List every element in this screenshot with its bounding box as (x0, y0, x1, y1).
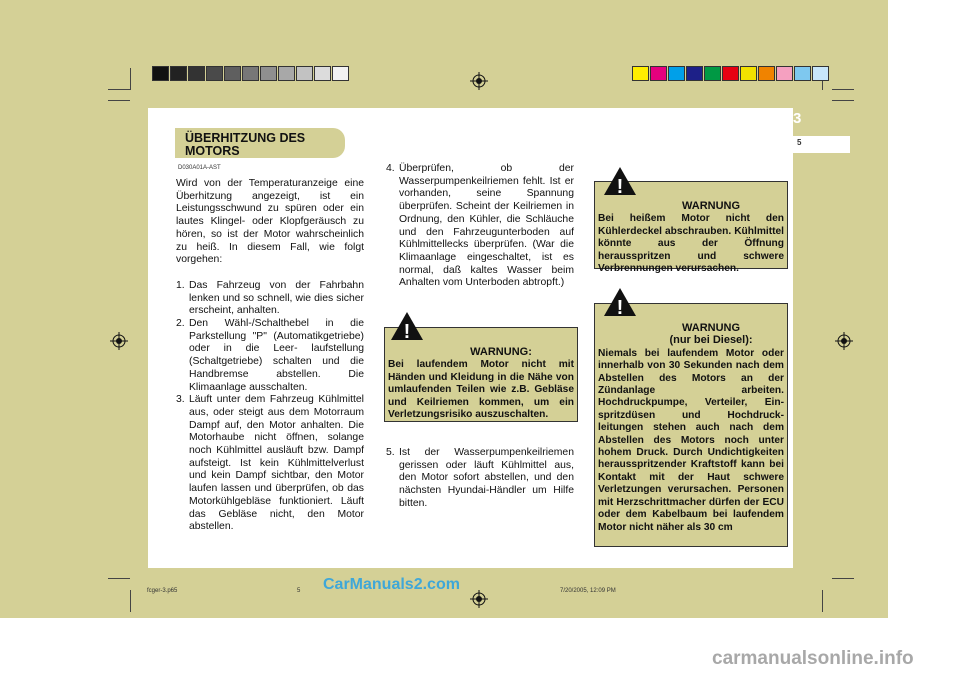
color-swatch (224, 66, 241, 81)
svg-text:!: ! (616, 176, 624, 196)
color-swatch (170, 66, 187, 81)
list-item (176, 394, 364, 534)
list-number: 3. (176, 394, 185, 406)
footer-filename: fcger-3.p65 (147, 588, 178, 594)
registration-mark-icon (110, 332, 128, 350)
list-text: Läuft unter dem Fahrzeug Kühlmittel aus, oder steigt aus dem Motorraum Dampf auf, den Motor anhalten. Die Motorhaube nicht öffnen, solange noch Kühlmittel ausläuft bzw. Dampf aufsteigt. Ist kein Kühlmittelverlust und kein Dampf sichtbar, den Motor laufen lassen und überprüfen, ob das Motorkühlgebläse funktioniert. Läuft das Gebläse nicht, den Motor abstellen. (189, 394, 364, 533)
color-swatch (794, 66, 811, 81)
color-swatch (650, 66, 667, 81)
color-swatch (668, 66, 685, 81)
section-code: D030A01A-AST (178, 165, 221, 171)
warning-text: Bei laufendem Motor nicht mit Händen und Kleidung in die Nähe von umlaufenden Teilen wie z.B. Gebläse und Keilriemen kommen, um ein Verletzungsrisiko auszuschalten. (388, 359, 574, 421)
warning-title: WARNUNG: (470, 346, 532, 358)
registration-mark-icon (470, 590, 488, 608)
color-swatch (260, 66, 277, 81)
list-number: 5. (386, 447, 395, 458)
color-swatch (776, 66, 793, 81)
grayscale-color-bar (152, 66, 350, 81)
chapter-label: IM NOTFALL (730, 113, 780, 122)
process-color-bar (632, 66, 830, 81)
watermark-link[interactable]: carmanualsonline.info (712, 648, 914, 669)
color-swatch (722, 66, 739, 81)
page-number-tab (780, 136, 850, 153)
warning-box-moving-parts (384, 327, 578, 422)
registration-mark-icon (835, 332, 853, 350)
column-2 (386, 163, 574, 290)
color-swatch (278, 66, 295, 81)
footer-page: 5 (297, 588, 301, 594)
color-swatch (332, 66, 349, 81)
warning-text: Bei heißem Motor nicht den Kühlerdeckel abschrauben. Kühlmittel könnte aus der Öffnung herausspritzen und schwere Verbrennungen verursachen. (598, 213, 784, 275)
color-swatch (188, 66, 205, 81)
warning-text: Niemals bei laufendem Motor oder innerhalb von 30 Sekunden nach dem Abstellen des Motors an der Zündanlage arbeiten. Hochdruckpumpe, Verteiler, Ein- spritzdüsen und Hochdruck- leitungen stehen auch nach dem Abstellen des Motors noch unter hohem Druck. Durch Undichtigkeiten herausspritzender Kraftstoff kann bei Kontakt mit der Haut schwere Verletzungen verursachen. Personen mit Herzschrittmacher dürfen der ECU oder dem Kabelbaum bei laufendem Motor nicht näher als 30 cm (598, 347, 784, 533)
color-swatch (296, 66, 313, 81)
intro-paragraph: Wird von der Temperaturanzeige eine Überhitzung angezeigt, ist ein Leistungsschwund zu spüren oder ein lautes Klingel- oder Klopfgeräusch zu hören, so ist der Motor wahrscheinlich zu heiß. In diesem Fall, wie folgt vorgehen: (176, 178, 364, 266)
warning-exclamation-icon (390, 311, 424, 341)
list-item (386, 163, 574, 290)
page-number: 5 (797, 138, 802, 147)
color-swatch (740, 66, 757, 81)
color-swatch (314, 66, 331, 81)
list-item (176, 280, 364, 318)
list-item (386, 447, 574, 511)
list-text: Überprüfen, ob der Wasserpumpenkeilriemen fehlt. Ist er vorhanden, seine Spannung überprüfen. Scheint der Keilriemen in Ordnung, den Kühler, die Schläuche und den Fahrzeugunterboden auf Kühlmittellecks überprüfen. (War die Klimaanlage eingeschaltet, ist es normal, daß kaltes Wasser beim Anhalten vom Unterboden abtropft.) (399, 163, 574, 289)
registration-mark-icon (470, 72, 488, 90)
warning-box-diesel (594, 303, 788, 547)
color-swatch (686, 66, 703, 81)
list-item (176, 318, 364, 394)
chapter-number: 3 (793, 110, 802, 127)
column-1 (176, 178, 364, 534)
column-2-lower (386, 447, 574, 511)
color-swatch (758, 66, 775, 81)
svg-text:!: ! (616, 297, 624, 317)
warning-exclamation-icon (603, 287, 637, 317)
color-swatch (242, 66, 259, 81)
footer-date: 7/20/2005, 12:09 PM (560, 588, 616, 594)
list-number: 4. (386, 163, 395, 174)
svg-text:!: ! (403, 321, 411, 341)
watermark-link[interactable]: CarManuals2.com (323, 576, 460, 593)
color-swatch (632, 66, 649, 81)
color-swatch (152, 66, 169, 81)
warning-subtitle: (nur bei Diesel): (669, 334, 753, 347)
warning-title: WARNUNG (681, 200, 741, 212)
list-text: Ist der Wasserpumpenkeilriemen gerissen oder läuft Kühlmittel aus, den Motor sofort abstellen, und den nächsten Hyundai-Händler um Hilfe bitten. (399, 447, 574, 509)
warning-title: WARNUNG (681, 322, 741, 334)
list-text: Den Wähl-/Schalthebel in die Parkstellung "P" (Automatikgetriebe) oder in die Leer- laufstellung (Schaltgetriebe) schalten und die Handbremse abstellen. Die Klimaanlage ausschalten. (189, 318, 364, 393)
list-number: 1. (176, 279, 185, 291)
section-title: ÜBERHITZUNG DES MOTORS (185, 131, 306, 158)
color-swatch (206, 66, 223, 81)
color-swatch (812, 66, 829, 81)
warning-exclamation-icon (603, 166, 637, 196)
color-swatch (704, 66, 721, 81)
list-text: Das Fahrzeug von der Fahrbahn lenken und so schnell, wie dies sicher erscheint, anhalten. (189, 279, 364, 317)
list-number: 2. (176, 318, 185, 330)
